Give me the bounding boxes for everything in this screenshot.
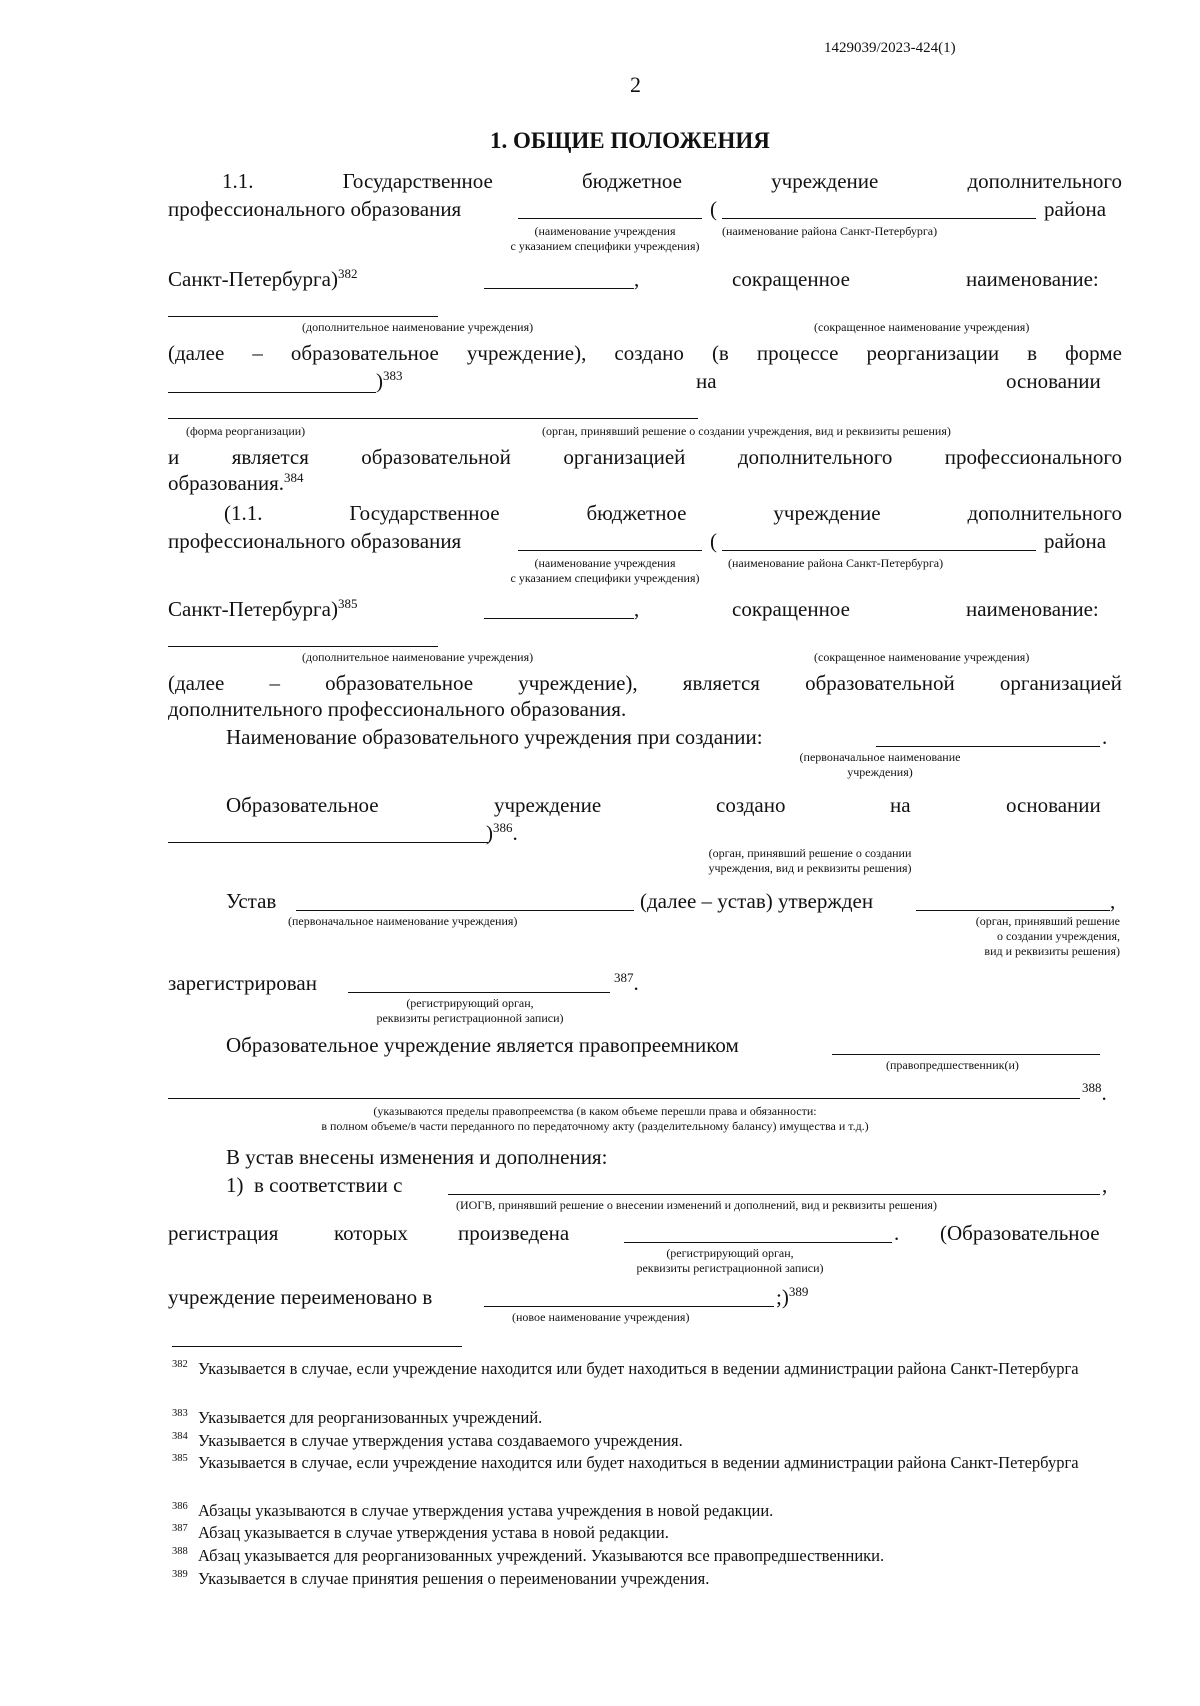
spb-label: Санкт-Петербурга) (168, 267, 338, 291)
dot: . (1102, 725, 1108, 749)
blank-ustav-name[interactable] (296, 910, 634, 911)
footnote-number: 389 (172, 1569, 188, 1580)
word: (1.1. (224, 501, 263, 525)
word: профессионального (944, 445, 1122, 469)
caption-first-name: (первоначальное наименование учреждения) (288, 914, 518, 928)
p1-word: Государственное (342, 169, 493, 193)
p1-word: дополнительного (967, 169, 1122, 193)
blank-registration-2[interactable] (624, 1242, 892, 1243)
p7-text: В устав внесены изменения и дополнения: (226, 1145, 608, 1169)
blank-additional-name[interactable] (484, 288, 634, 289)
word-name: наименование: (966, 597, 1099, 621)
dot: . (633, 971, 639, 995)
blank-institution-name-2[interactable] (518, 550, 702, 551)
word-registered: зарегистрирован (168, 971, 317, 995)
comma: , (1102, 1173, 1108, 1197)
word: (в (711, 341, 729, 365)
word: Государственное (349, 501, 500, 525)
blank-district-name[interactable] (722, 218, 1036, 219)
footnote-number: 388 (172, 1546, 188, 1557)
caption-registration: (регистрирующий орган, реквизиты регистрационной записи) (376, 996, 564, 1025)
word: (Образовательное (940, 1221, 1100, 1245)
word: образовательной (805, 671, 955, 695)
word-short: сокращенное (732, 267, 850, 291)
blank-initial-name[interactable] (876, 746, 1100, 747)
caption-district: (наименование района Санкт-Петербурга) (728, 556, 944, 570)
p1-end (168, 470, 304, 496)
footnote-text: Абзац указывается в случае утверждения устава в новой редакции. (198, 1523, 669, 1542)
caption-new-name: (новое наименование учреждения) (512, 1310, 690, 1324)
word: образовательное (290, 341, 439, 365)
footnote-ref-388: 388 (1082, 1080, 1102, 1095)
p1-word: 1.1. (222, 169, 254, 193)
p1-line-dalee (168, 340, 1122, 366)
word-rayona: района (1044, 529, 1107, 553)
word: на (890, 793, 911, 817)
spb-label: Санкт-Петербурга) (168, 597, 338, 621)
caption-institution: (наименование учреждения с указанием специфики учреждения) (510, 224, 700, 253)
caption-organ-approve: (орган, принявший решение о создании учреждения, вид и реквизиты решения) (975, 914, 1120, 958)
word: регистрация (168, 1221, 279, 1245)
word: является (682, 671, 760, 695)
footnote-ref-386: 386 (493, 820, 513, 835)
footnote-382 (0, 1358, 1200, 1402)
comma: , (634, 597, 640, 621)
word: Образовательное (226, 793, 379, 817)
word-rayona: района (1044, 197, 1107, 221)
word: дополнительного (737, 445, 893, 469)
word: (далее (168, 341, 225, 365)
caption-organ: (орган, принявший решение о создании учреждения, вид и реквизиты решения) (542, 424, 951, 438)
blank-short-name[interactable] (168, 316, 438, 317)
caption-initial-name: (первоначальное наименование учреждения) (799, 750, 961, 779)
p1-line1 (222, 168, 1122, 194)
word-na: на (696, 369, 717, 393)
word: (далее (168, 671, 225, 695)
caption-district: (наименование района Санкт-Петербурга) (722, 224, 938, 238)
word: реорганизации (866, 341, 1000, 365)
caption-predecessor: (правопредшественник(и) (886, 1058, 1019, 1072)
section-title: 1. ОБЩИЕ ПОЛОЖЕНИЯ (490, 128, 770, 153)
word-name: наименование: (966, 267, 1099, 291)
word: организацией (563, 445, 686, 469)
word: создано (716, 793, 786, 817)
caption-organ-creation: (орган, принявший решение о создании учреждения, вид и реквизиты решения) (708, 846, 912, 875)
word: является (231, 445, 309, 469)
word-osnovanii: основании (1006, 369, 1101, 393)
word: учреждение), (518, 671, 638, 695)
footnote-ref-382: 382 (337, 266, 358, 281)
p3-text: Наименование образовательного учреждения при создании: (226, 725, 763, 749)
p2-line1 (224, 500, 1122, 526)
footnote-text: Абзацы указываются в случае утверждения устава учреждения в новой редакции. (198, 1501, 774, 1520)
word: процессе (756, 341, 839, 365)
close-paren-386 (486, 820, 518, 846)
p2-line2-text: профессионального образования (168, 529, 462, 553)
caption-institution: (наименование учреждения с указанием специфики учреждения) (510, 556, 700, 585)
footnote-385 (0, 1452, 1200, 1496)
blank-district-name-2[interactable] (722, 550, 1036, 551)
comma: , (634, 267, 640, 291)
footnote-number: 387 (172, 1523, 188, 1534)
footnote-number: 385 (172, 1453, 188, 1464)
blank-short-name-2[interactable] (168, 646, 438, 647)
dot: . (1101, 1081, 1107, 1105)
p6-text: Образовательное учреждение является правопреемником (226, 1033, 739, 1057)
comma: , (1110, 889, 1116, 913)
footnote-text: Указывается для реорганизованных учреждений. (198, 1408, 543, 1427)
footnote-text: Указывается в случае принятия решения о переименовании учреждения. (198, 1569, 710, 1588)
footnote-ref-383: 383 (383, 368, 403, 383)
footnote-text: Указывается в случае, если учреждение находится или будет находиться в ведении администрации района Санкт-Петербурга (198, 1359, 1079, 1378)
word: образовательной (361, 445, 511, 469)
fn-387 (614, 970, 639, 996)
blank-new-name[interactable] (484, 1306, 774, 1307)
end-text: образования. (168, 471, 285, 495)
caption-succession: (указываются пределы правопреемства (в каком объеме перешли права и обязанности: в полном объеме/в части переданного по передаточному акту (разделительному балансу) имущества и т.д.) (321, 1104, 869, 1133)
word-short: сокращенное (732, 597, 850, 621)
renamed-text: учреждение переименовано в (168, 1285, 433, 1309)
footnote-text: Указывается в случае утверждения устава создаваемого учреждения. (198, 1431, 683, 1450)
p1-line2-text: профессионального образования (168, 197, 462, 221)
blank-iogv[interactable] (448, 1194, 1100, 1195)
footnote-ref-385: 385 (337, 596, 358, 611)
footnote-ref-389: 389 (788, 1284, 809, 1299)
p2-end: дополнительного профессионального образования. (168, 697, 627, 721)
blank-additional-name-2[interactable] (484, 618, 634, 619)
blank-predecessor[interactable] (832, 1054, 1100, 1055)
word: учреждение), (466, 341, 587, 365)
footnote-ref-384: 384 (284, 470, 304, 485)
caption-additional: (дополнительное наименование учреждения) (302, 650, 534, 664)
footnote-text: Указывается в случае, если учреждение находится или будет находиться в ведении администрации района Санкт-Петербурга (198, 1453, 1079, 1472)
footnote-number: 382 (172, 1359, 188, 1370)
dot: . (894, 1221, 900, 1245)
close-389 (776, 1284, 808, 1310)
close-paren: ) (486, 821, 493, 845)
word: учреждение (494, 793, 602, 817)
page-number: 2 (630, 72, 641, 97)
word: учреждение (773, 501, 881, 525)
blank-organ-creation[interactable] (168, 842, 488, 843)
close-paren: ;) (776, 1285, 789, 1309)
p1-word: учреждение (771, 169, 879, 193)
word: – (252, 341, 263, 365)
word: образовательное (325, 671, 474, 695)
word: – (269, 671, 280, 695)
blank-organ-decision[interactable] (168, 418, 698, 419)
close-paren-383 (376, 368, 403, 394)
list-item-1: 1) в соответствии с (226, 1173, 403, 1197)
open-paren: ( (710, 197, 717, 221)
footnote-ref-387: 387 (614, 970, 634, 985)
blank-approved-by[interactable] (916, 910, 1110, 911)
word: в (1027, 341, 1038, 365)
caption-form: (форма реорганизации) (186, 424, 306, 438)
word-ustav: Устав (226, 889, 277, 913)
word: форме (1065, 341, 1122, 365)
caption-iogv: (ИОГВ, принявший решение о внесении изменений и дополнений, вид и реквизиты решения) (456, 1198, 937, 1212)
footnote-389 (0, 1568, 1200, 1590)
blank-institution-name[interactable] (518, 218, 702, 219)
footnote-number: 383 (172, 1408, 188, 1419)
word: создано (614, 341, 684, 365)
blank-registration[interactable] (348, 992, 610, 993)
fn-388 (1082, 1080, 1107, 1106)
ustav-mid: (далее – устав) утвержден (640, 889, 874, 913)
footnote-separator (172, 1346, 462, 1347)
footnote-number: 384 (172, 1431, 188, 1442)
word: основании (1006, 793, 1101, 817)
close-paren: ) (376, 369, 383, 393)
word: и (168, 445, 180, 469)
blank-succession-limits[interactable] (168, 1098, 1080, 1099)
spb-text (168, 266, 357, 292)
caption-short: (сокращенное наименование учреждения) (814, 320, 1030, 334)
word: бюджетное (586, 501, 687, 525)
dot: . (512, 821, 518, 845)
caption-registration-2: (регистрирующий орган, реквизиты регистрационной записи) (636, 1246, 824, 1275)
footnote-number: 386 (172, 1501, 188, 1512)
word: дополнительного (967, 501, 1122, 525)
p1-word: бюджетное (581, 169, 683, 193)
footnote-text: Абзац указывается для реорганизованных учреждений. Указываются все правопредшественники. (198, 1546, 885, 1565)
word: организацией (999, 671, 1122, 695)
word: которых (334, 1221, 408, 1245)
spb-text (168, 596, 357, 622)
caption-additional: (дополнительное наименование учреждения) (302, 320, 534, 334)
word: произведена (458, 1221, 570, 1245)
document-number: 1429039/2023-424(1) (824, 40, 956, 56)
p2-line-dalee (168, 670, 1122, 696)
open-paren: ( (710, 529, 717, 553)
blank-reorg-form[interactable] (168, 392, 376, 393)
p1-line-is (168, 444, 1122, 470)
caption-short: (сокращенное наименование учреждения) (814, 650, 1030, 664)
